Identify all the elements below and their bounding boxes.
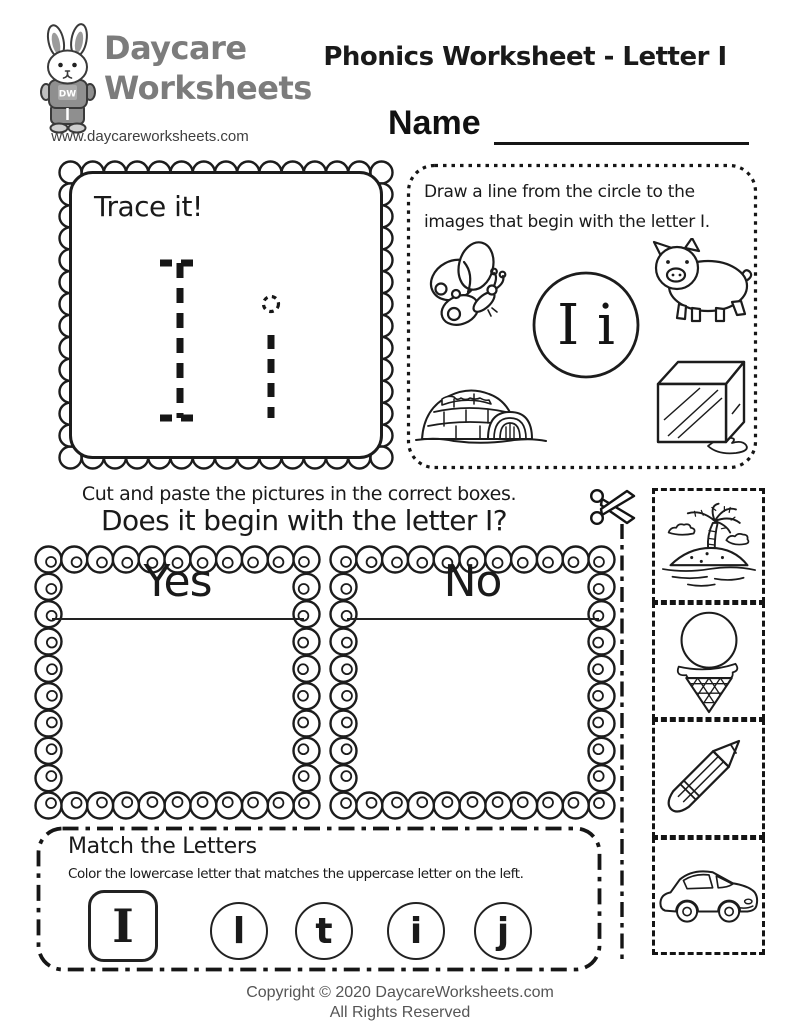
yes-box-divider <box>52 618 304 620</box>
brand-line1: Daycare <box>104 29 247 67</box>
match-uppercase-letter: I <box>112 899 134 953</box>
name-label: Name <box>388 104 481 142</box>
rights-line: All Rights Reserved <box>329 1004 471 1021</box>
cut-line <box>617 524 627 960</box>
trace-title: Trace it! <box>94 190 203 223</box>
question-heading: Does it begin with the letter I? <box>101 504 507 537</box>
scissors-icon <box>589 486 639 528</box>
bunny-mascot-icon <box>36 20 104 138</box>
footer <box>0 983 800 1023</box>
match-uppercase-tile <box>88 890 158 962</box>
butterfly-image <box>424 240 516 332</box>
pig-image <box>646 238 758 324</box>
circle-letters: I i <box>557 293 615 358</box>
cutout-box-ice-cream <box>652 602 765 720</box>
car-image <box>656 863 762 929</box>
match-option-i: i <box>387 902 445 960</box>
match-option-j: j <box>474 902 532 960</box>
draw-line-instruction: Draw a line from the circle to the images that begin with the letter I. <box>424 182 710 232</box>
letter-circle <box>531 270 641 380</box>
pencil-image <box>663 729 755 829</box>
brand-line2: Worksheets <box>104 69 312 107</box>
yes-box-label: Yes <box>143 556 212 607</box>
match-option-l: l <box>210 902 268 960</box>
page-title: Phonics Worksheet - Letter I <box>323 42 727 72</box>
no-box-label: No <box>443 556 502 607</box>
match-instruction: Color the lowercase letter that matches the uppercase letter on the left. <box>68 866 524 882</box>
logo-badge: DW <box>58 89 77 100</box>
ice-cream-image <box>665 608 753 714</box>
trace-uppercase-I <box>160 263 200 418</box>
cutout-box-car <box>652 837 765 955</box>
cutout-box-island <box>652 488 765 603</box>
trace-lowercase-i <box>264 297 279 419</box>
ice-cube-image <box>648 354 752 458</box>
name-blank-line <box>494 142 749 145</box>
island-image <box>659 498 759 594</box>
trace-letters <box>58 160 394 470</box>
copyright-line: Copyright © 2020 DaycareWorksheets.com <box>246 984 554 1001</box>
site-url: www.daycareworksheets.com <box>51 128 249 145</box>
match-option-t: t <box>295 902 353 960</box>
no-box-divider <box>347 618 599 620</box>
cutout-box-pencil <box>652 719 765 838</box>
cut-paste-instruction: Cut and paste the pictures in the correct boxes. <box>81 483 517 505</box>
match-title: Match the Letters <box>68 834 257 859</box>
igloo-image <box>414 382 550 448</box>
